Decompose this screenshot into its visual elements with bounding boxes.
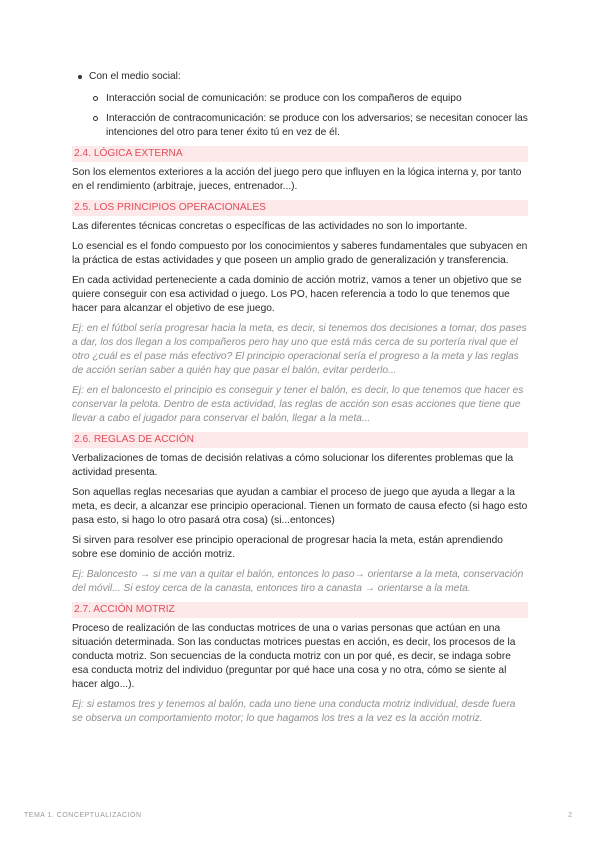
example-paragraph: Ej: Baloncesto → si me van a quitar el balón, entonces lo paso→ orientarse a la meta, conservación del móvil... Si estoy cerca de la canasta, entonces tiro a canasta → orientarse a la meta. bbox=[72, 569, 524, 594]
section-heading-principios-operacionales: 2.5. LOS PRINCIPIOS OPERACIONALES bbox=[72, 200, 528, 216]
paragraph: Proceso de realización de las conductas motrices de una o varias personas que actúan en una situación determinada. Son las conductas motrices puestas en acción, es decir, los procesos de la conducta motriz. Son secuencias de la conducta motriz con un por qué, es decir, se indaga sobre esa conducta motriz del individuo (preguntar por qué hace una cosa y no otra, cómo se siente al hacer algo...). bbox=[72, 623, 516, 690]
sub-bullet-list bbox=[72, 92, 528, 140]
bullet-list bbox=[72, 70, 528, 84]
page-number: 2 bbox=[568, 812, 572, 819]
paragraph: Son aquellas reglas necesarias que ayudan a cambiar el proceso de juego que ayuda a llegar a la meta, es decir, a alcanzar ese principio operacional. Tienen un formato de causa efecto (si hago esto pasa esto, si hago lo otro pasará otra cosa) (si...entonces) bbox=[72, 487, 528, 526]
paragraph: Si sirven para resolver ese principio operacional de progresar hacia la meta, están aprendiendo sobre ese dominio de acción motriz. bbox=[72, 535, 503, 560]
list-item-text: Con el medio social: bbox=[89, 71, 181, 82]
paragraph: Son los elementos exteriores a la acción del juego pero que influyen en la lógica interna y, por tanto en el rendimiento (arbitraje, jueces, entrenador...). bbox=[72, 167, 522, 192]
document-body bbox=[72, 70, 528, 732]
paragraph: Las diferentes técnicas concretas o específicas de las actividades no son lo importante. bbox=[72, 221, 468, 232]
paragraph: En cada actividad perteneciente a cada dominio de acción motriz, vamos a tener un objetivo que se quiere conseguir con esa actividad o juego. Los PO, hacen referencia a todo lo que tenemos que hacer para alcanzar el objetivo de ese juego. bbox=[72, 275, 522, 314]
example-paragraph: Ej: si estamos tres y tenemos al balón, cada uno tiene una conducta motriz individual, desde fuera se observa un comportamiento motor; lo que hagamos los tres a la vez es la acción motriz. bbox=[72, 699, 516, 724]
example-paragraph: Ej: en el fútbol sería progresar hacia la meta, es decir, si tenemos dos decisiones a tomar, dos pases a dar, los dos llegan a los compañeros pero hay uno que está más cerca de su portería rival que el otro ¿cuál es el pase más efectivo? El principio operacional sería el progreso a la meta y las reglas de acción serían saber a quién hay que pasar el balón, evitar perderlo... bbox=[72, 323, 527, 376]
paragraph: Lo esencial es el fondo compuesto por los conocimientos y saberes fundamentales que subyacen en la práctica de estas actividades y que poseen un amplio grado de generalización y transferencia. bbox=[72, 241, 528, 266]
example-paragraph: Ej: en el baloncesto el principio es conseguir y tener el balón, es decir, lo que tenemos que hacer es conservar la pelota. Dentro de esta actividad, las reglas de acción son esas acciones que tiene que llevar a cabo el jugador para conservar el balón, llegar a la meta... bbox=[72, 385, 524, 424]
footer-title: TEMA 1. CONCEPTUALIZACIÓN bbox=[24, 812, 142, 819]
sub-list-item: Interacción de contracomunicación: se produce con los adversarios; se necesitan conocer las intenciones del otro para tener éxito tú en vez de él. bbox=[72, 112, 528, 140]
sub-list-item: Interacción social de comunicación: se produce con los compañeros de equipo bbox=[72, 92, 528, 106]
paragraph: Verbalizaciones de tomas de decisión relativas a cómo solucionar los diferentes problemas que la actividad presenta. bbox=[72, 453, 514, 478]
list-item bbox=[72, 70, 528, 84]
section-heading-reglas-de-accion: 2.6. REGLAS DE ACCIÓN bbox=[72, 432, 528, 448]
section-heading-logica-externa: 2.4. LÓGICA EXTERNA bbox=[72, 146, 528, 162]
section-heading-accion-motriz: 2.7. ACCIÓN MOTRIZ bbox=[72, 602, 528, 618]
